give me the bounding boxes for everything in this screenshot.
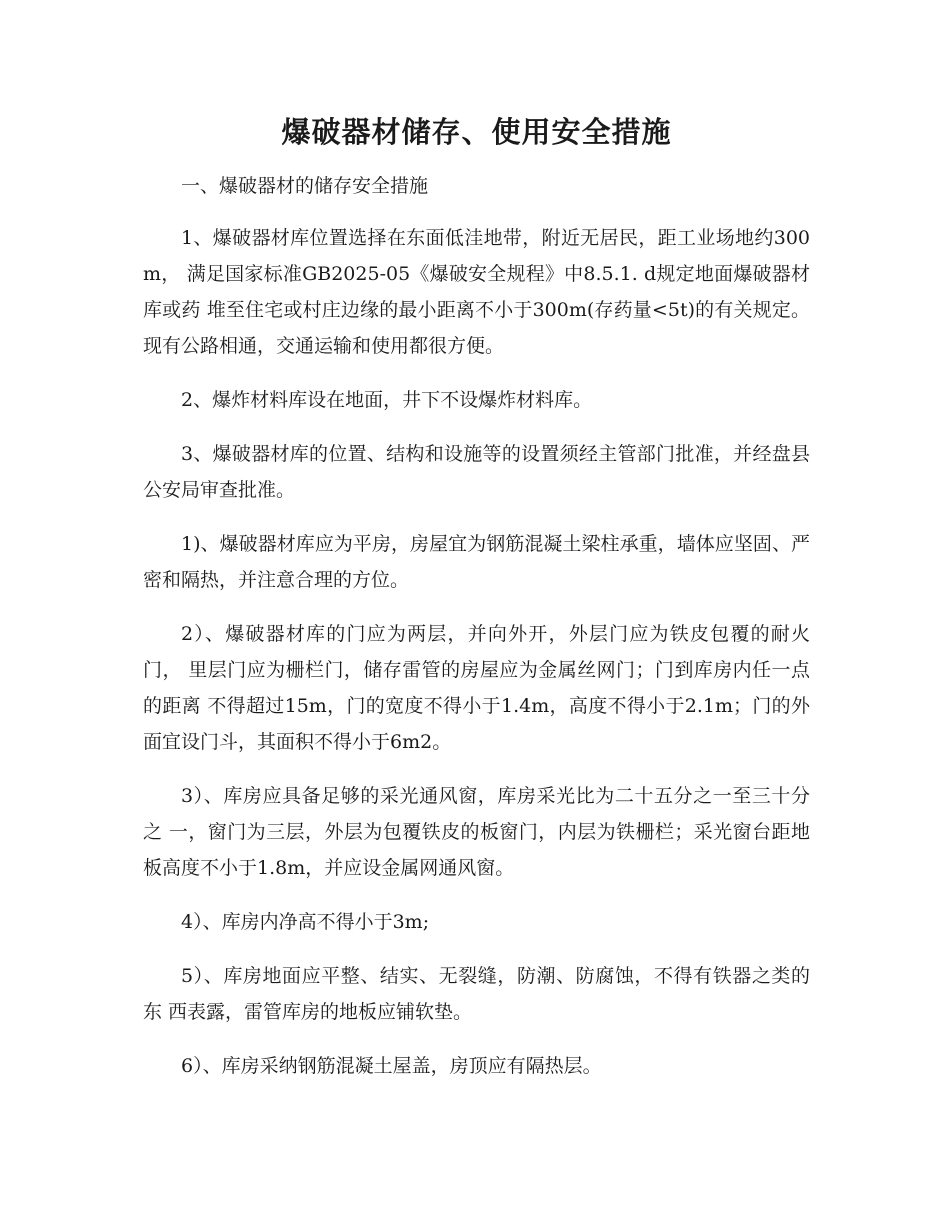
paragraph-3: 3、爆破器材库的位置、结构和设施等的设置须经主管部门批准，并经盘县公安局审查批准。 xyxy=(143,443,810,501)
section-heading: 一、爆破器材的储存安全措施 xyxy=(181,175,429,197)
paragraph-6: 3）、库房应具备足够的采光通风窗，库房采光比为二十五分之一至三十分之 一，窗门为三层，外层为包覆铁皮的板窗门，内层为铁栅栏；采光窗台距地板高度不小于1.8m，并应设金属网通风窗。 xyxy=(143,785,810,879)
paragraph-2: 2、爆炸材料库设在地面，井下不设爆炸材料库。 xyxy=(181,389,593,411)
paragraph-8: 5）、库房地面应平整、结实、无裂缝，防潮、防腐蚀，不得有铁器之类的东 西表露，雷管库房的地板应铺软垫。 xyxy=(143,965,810,1023)
paragraph-1: 1、爆破器材库位置选择在东面低洼地带，附近无居民，距工业场地约300m， 满足国家标准GB2025-05《爆破安全规程》中8.5.1. d规定地面爆破器材库或药 堆至住宅或村庄边缘的最小距离不小于300m(存药量<5t)的有关规定。现有公路相通，交通运输和使用都很方便。 xyxy=(143,227,810,357)
paragraph-5: 2）、爆破器材库的门应为两层，并向外开，外层门应为铁皮包覆的耐火门， 里层门应为栅栏门，储存雷管的房屋应为金属丝网门；门到库房内任一点的距离 不得超过15m，门的宽度不得小于1.4m，高度不得小于2.1m；门的外面宜设门斗，其面积不得小于6m2。 xyxy=(143,623,810,753)
paragraph-7: 4）、库房内净高不得小于3m; xyxy=(181,911,430,933)
paragraph-9: 6）、库房采纳钢筋混凝土屋盖，房顶应有隔热层。 xyxy=(181,1055,602,1077)
paragraph-4: 1)、爆破器材库应为平房，房屋宜为钢筋混凝土梁柱承重，墙体应坚固、严密和隔热，并注意合理的方位。 xyxy=(143,533,810,591)
document-title: 爆破器材储存、使用安全措施 xyxy=(281,115,672,149)
